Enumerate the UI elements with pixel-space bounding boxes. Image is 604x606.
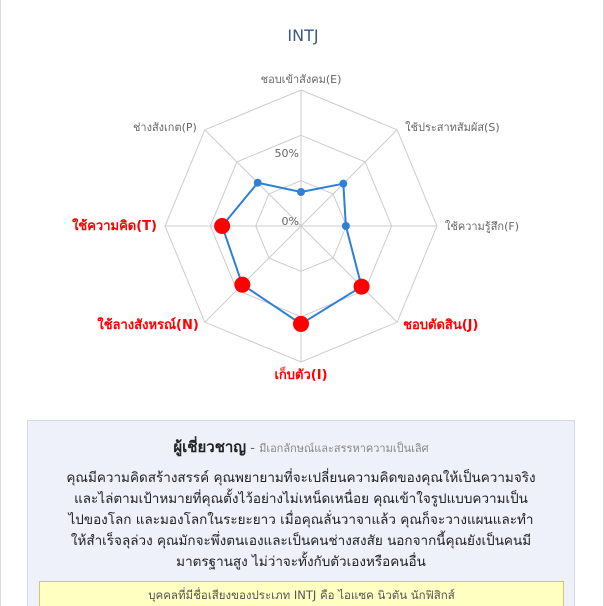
grid-spoke — [205, 226, 301, 322]
axis-label: ใช้ความคิด(T) — [72, 219, 157, 234]
personality-radar-chart — [1, 0, 604, 410]
famous-person-note: บุคคลที่มีชื่อเสียงของประเภท INTJ คือ ไอแซค นิวตัน นักฟิสิกส์ — [39, 581, 564, 606]
grid-spoke — [205, 130, 301, 226]
description-line: ไปของโลก และมองโลกในระยะยาว เมื่อคุณลั่นวาจาแล้ว คุณก็จะวางแผนและทำ — [68, 512, 534, 528]
trait-point — [339, 180, 347, 188]
axis-label: ใช้ลางสังหรณ์(N) — [97, 318, 199, 334]
radar-series — [214, 179, 369, 332]
type-description-panel — [27, 420, 575, 606]
axis-label: เก็บตัว(I) — [274, 368, 328, 383]
scale-label-0: 0% — [281, 215, 299, 228]
dominant-trait-point — [234, 277, 250, 293]
description-line: มาตรฐานสูง ไม่ว่าจะทั้งกับตัวเองหรือคนอื่น — [176, 554, 426, 570]
axis-label: ชอบเข้าสังคม(E) — [260, 73, 342, 86]
type-subtitle: มีเอกลักษณ์และสรรหาความเป็นเลิศ — [259, 442, 429, 455]
axis-label: ชอบตัดสิน(J) — [403, 318, 479, 334]
dominant-trait-point — [354, 279, 370, 295]
trait-point — [342, 222, 350, 230]
dominant-trait-point — [214, 218, 230, 234]
series-line — [222, 183, 361, 324]
trait-point — [297, 188, 305, 196]
scale-label-50: 50% — [274, 147, 299, 160]
chart-title: INTJ — [287, 26, 319, 45]
trait-point — [254, 179, 262, 187]
title-separator: - — [246, 441, 260, 456]
description-line: และไล่ตามเป้าหมายที่คุณตั้งไว้อย่างไม่เหน็ดเหนื่อย คุณเข้าใจรูปแบบความเป็น — [74, 491, 528, 507]
radar-svg — [1, 0, 604, 410]
grid-spoke — [301, 130, 397, 226]
type-name: ผู้เชี่ยวชาญ — [173, 438, 247, 456]
radar-axis-labels — [72, 73, 519, 383]
axis-label: ใช้ความรู้สึก(F) — [445, 220, 519, 233]
description-text — [42, 468, 560, 573]
axis-label: ช่างสังเกต(P) — [132, 120, 197, 134]
axis-label: ใช้ประสาทสัมผัส(S) — [405, 120, 500, 134]
description-line: คุณมีความคิดสร้างสรรค์ คุณพยายามที่จะเปลี่ยนความคิดของคุณให้เป็นความจริง — [66, 470, 536, 486]
dominant-trait-point — [293, 316, 309, 332]
description-header — [42, 435, 560, 459]
description-line: ให้สำเร็จลุล่วง คุณมักจะพึ่งตนเองและเป็นคนช่างสงสัย นอกจากนี้คุณยังเป็นคนมี — [70, 533, 532, 549]
